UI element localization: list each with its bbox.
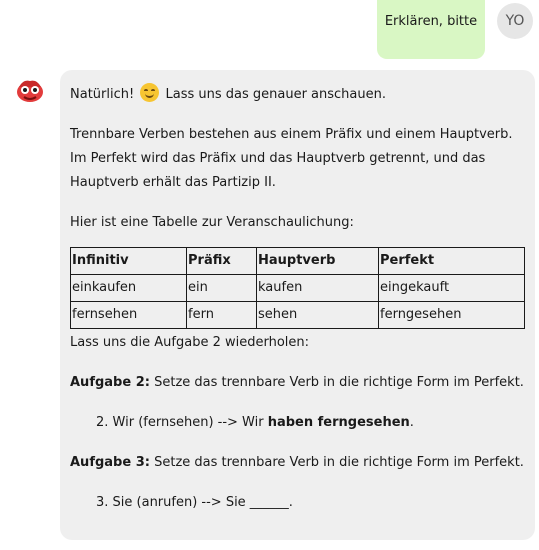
task-2: [70, 371, 525, 395]
table-intro: Hier ist eine Tabelle zur Veranschaulichung:: [70, 215, 354, 230]
repeat-intro: Lass uns die Aufgabe 2 wiederholen:: [70, 335, 310, 350]
table-header-cell: Hauptverb: [257, 248, 379, 275]
table-cell: sehen: [257, 302, 379, 329]
table-cell: eingekauft: [379, 275, 525, 302]
table-cell: fernsehen: [71, 302, 187, 329]
table-cell: ein: [187, 275, 257, 302]
table-cell: einkaufen: [71, 275, 187, 302]
task-2-example-suffix: .: [409, 415, 414, 430]
table-header-cell: Perfekt: [379, 248, 525, 275]
task-3-label: Aufgabe 3:: [70, 455, 150, 470]
intro-text-start: Natürlich!: [70, 87, 135, 102]
task-2-example: [70, 411, 525, 435]
bot-message-bubble: [60, 70, 535, 540]
table-header-cell: Infinitiv: [71, 248, 187, 275]
table-cell: kaufen: [257, 275, 379, 302]
table-header-row: [71, 248, 525, 275]
table-cell: ferngesehen: [379, 302, 525, 329]
user-message-row: [0, 0, 539, 60]
table-cell: fern: [187, 302, 257, 329]
intro-text-end: Lass uns das genauer anschauen.: [165, 87, 386, 102]
user-avatar[interactable]: YO: [497, 3, 533, 39]
table-header-cell: Präfix: [187, 248, 257, 275]
table-row: [71, 275, 525, 302]
task-3: [70, 451, 525, 475]
task-3-example: 3. Sie (anrufen) --> Sie ______.: [96, 495, 293, 510]
task-3-text: Setze das trennbare Verb in die richtige Form im Perfekt.: [154, 455, 524, 470]
explanation-paragraph: Trennbare Verben bestehen aus einem Präfix und einem Hauptverb. Im Perfekt wird das Präfix und das Hauptverb getrennt, und das Hauptverb erhält das Partizip II.: [70, 127, 513, 190]
task-2-text: Setze das trennbare Verb in die richtige Form im Perfekt.: [154, 375, 524, 390]
smiling-face-emoji-icon: [140, 83, 159, 102]
verb-table: [70, 247, 525, 329]
bot-intro: [70, 83, 525, 107]
bot-avatar-icon: [13, 73, 47, 107]
task-2-example-answer: haben ferngesehen: [267, 415, 410, 430]
task-2-example-prefix: 2. Wir (fernsehen) --> Wir: [96, 415, 264, 430]
table-row: [71, 302, 525, 329]
task-2-label: Aufgabe 2:: [70, 375, 150, 390]
user-message-bubble: Erklären, bitte: [377, 0, 485, 59]
